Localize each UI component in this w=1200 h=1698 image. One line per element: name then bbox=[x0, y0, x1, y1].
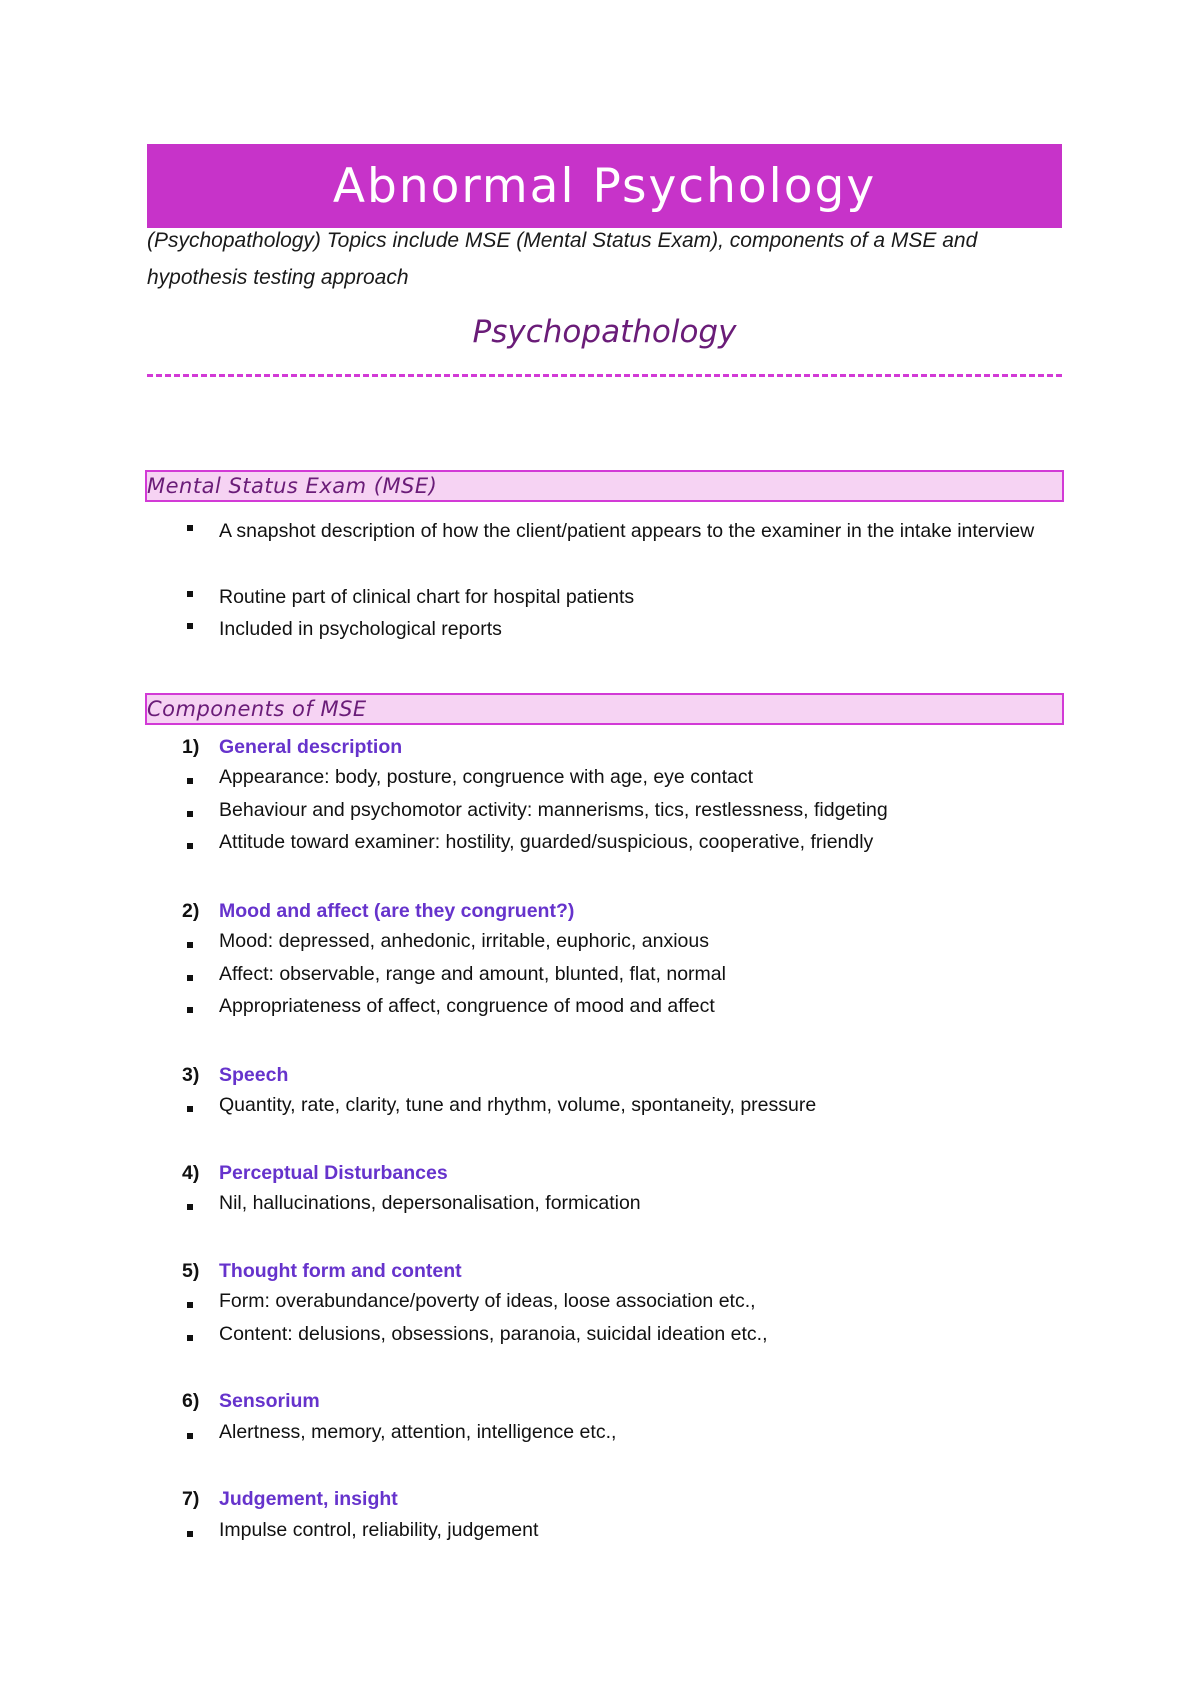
list-item-text: Affect: observable, range and amount, blunted, flat, normal bbox=[219, 963, 726, 985]
list-item-text: Included in psychological reports bbox=[219, 618, 502, 640]
component-title: Sensorium bbox=[219, 1390, 320, 1412]
list-item-text: Form: overabundance/poverty of ideas, loose association etc., bbox=[219, 1290, 756, 1312]
list-item-text: Attitude toward examiner: hostility, guarded/suspicious, cooperative, friendly bbox=[219, 831, 874, 853]
component-number: 1) bbox=[182, 736, 200, 758]
bullet-icon bbox=[187, 1204, 193, 1210]
bullet-icon bbox=[187, 843, 193, 849]
list-item-text: Behaviour and psychomotor activity: mannerisms, tics, restlessness, fidgeting bbox=[219, 799, 888, 821]
bullet-icon bbox=[187, 942, 193, 948]
mse-heading: Mental Status Exam (MSE) bbox=[147, 474, 438, 498]
list-item-text: Appropriateness of affect, congruence of mood and affect bbox=[219, 995, 715, 1017]
document-title: Abnormal Psychology bbox=[332, 158, 877, 214]
list-item-text: Content: delusions, obsessions, paranoia, suicidal ideation etc., bbox=[219, 1323, 768, 1345]
bullet-icon bbox=[187, 1302, 193, 1308]
component-title: Judgement, insight bbox=[219, 1488, 398, 1510]
component-title: Thought form and content bbox=[219, 1260, 462, 1282]
component-number: 4) bbox=[182, 1162, 200, 1184]
components-heading: Components of MSE bbox=[147, 697, 367, 721]
document-subtitle: (Psychopathology) Topics include MSE (Mental Status Exam), components of a MSE and hypothesis testing approach bbox=[147, 229, 978, 289]
component-number: 3) bbox=[182, 1064, 200, 1086]
bullet-icon bbox=[187, 591, 193, 597]
bullet-icon bbox=[187, 1433, 193, 1439]
component-number: 7) bbox=[182, 1488, 200, 1510]
bullet-icon bbox=[187, 1106, 193, 1112]
section-title: Psychopathology bbox=[472, 314, 737, 350]
list-item-text: Nil, hallucinations, depersonalisation, formication bbox=[219, 1192, 641, 1214]
list-item-text: Impulse control, reliability, judgement bbox=[219, 1519, 539, 1541]
component-title: Mood and affect (are they congruent?) bbox=[219, 900, 575, 922]
title-banner bbox=[147, 144, 1062, 228]
list-item-text: A snapshot description of how the client/patient appears to the examiner in the intake interview bbox=[219, 520, 1035, 542]
list-item-text: Appearance: body, posture, congruence with age, eye contact bbox=[219, 766, 754, 788]
mse-heading-box bbox=[145, 470, 1064, 502]
bullet-icon bbox=[187, 1007, 193, 1013]
bullet-icon bbox=[187, 975, 193, 981]
bullet-icon bbox=[187, 525, 193, 531]
component-title: Speech bbox=[219, 1064, 289, 1086]
component-title: General description bbox=[219, 736, 403, 758]
list-item-text: Alertness, memory, attention, intelligence etc., bbox=[219, 1421, 617, 1443]
bullet-icon bbox=[187, 811, 193, 817]
component-number: 2) bbox=[182, 900, 200, 922]
bullet-icon bbox=[187, 1335, 193, 1341]
bullet-icon bbox=[187, 623, 193, 629]
components-heading-box bbox=[145, 693, 1064, 725]
component-number: 6) bbox=[182, 1390, 200, 1412]
bullet-icon bbox=[187, 778, 193, 784]
list-item-text: Quantity, rate, clarity, tune and rhythm, volume, spontaneity, pressure bbox=[219, 1094, 817, 1116]
section-divider bbox=[147, 374, 1062, 377]
component-number: 5) bbox=[182, 1260, 200, 1282]
component-title: Perceptual Disturbances bbox=[219, 1162, 448, 1184]
list-item-text: Routine part of clinical chart for hospital patients bbox=[219, 586, 635, 608]
bullet-icon bbox=[187, 1531, 193, 1537]
list-item-text: Mood: depressed, anhedonic, irritable, euphoric, anxious bbox=[219, 930, 709, 952]
